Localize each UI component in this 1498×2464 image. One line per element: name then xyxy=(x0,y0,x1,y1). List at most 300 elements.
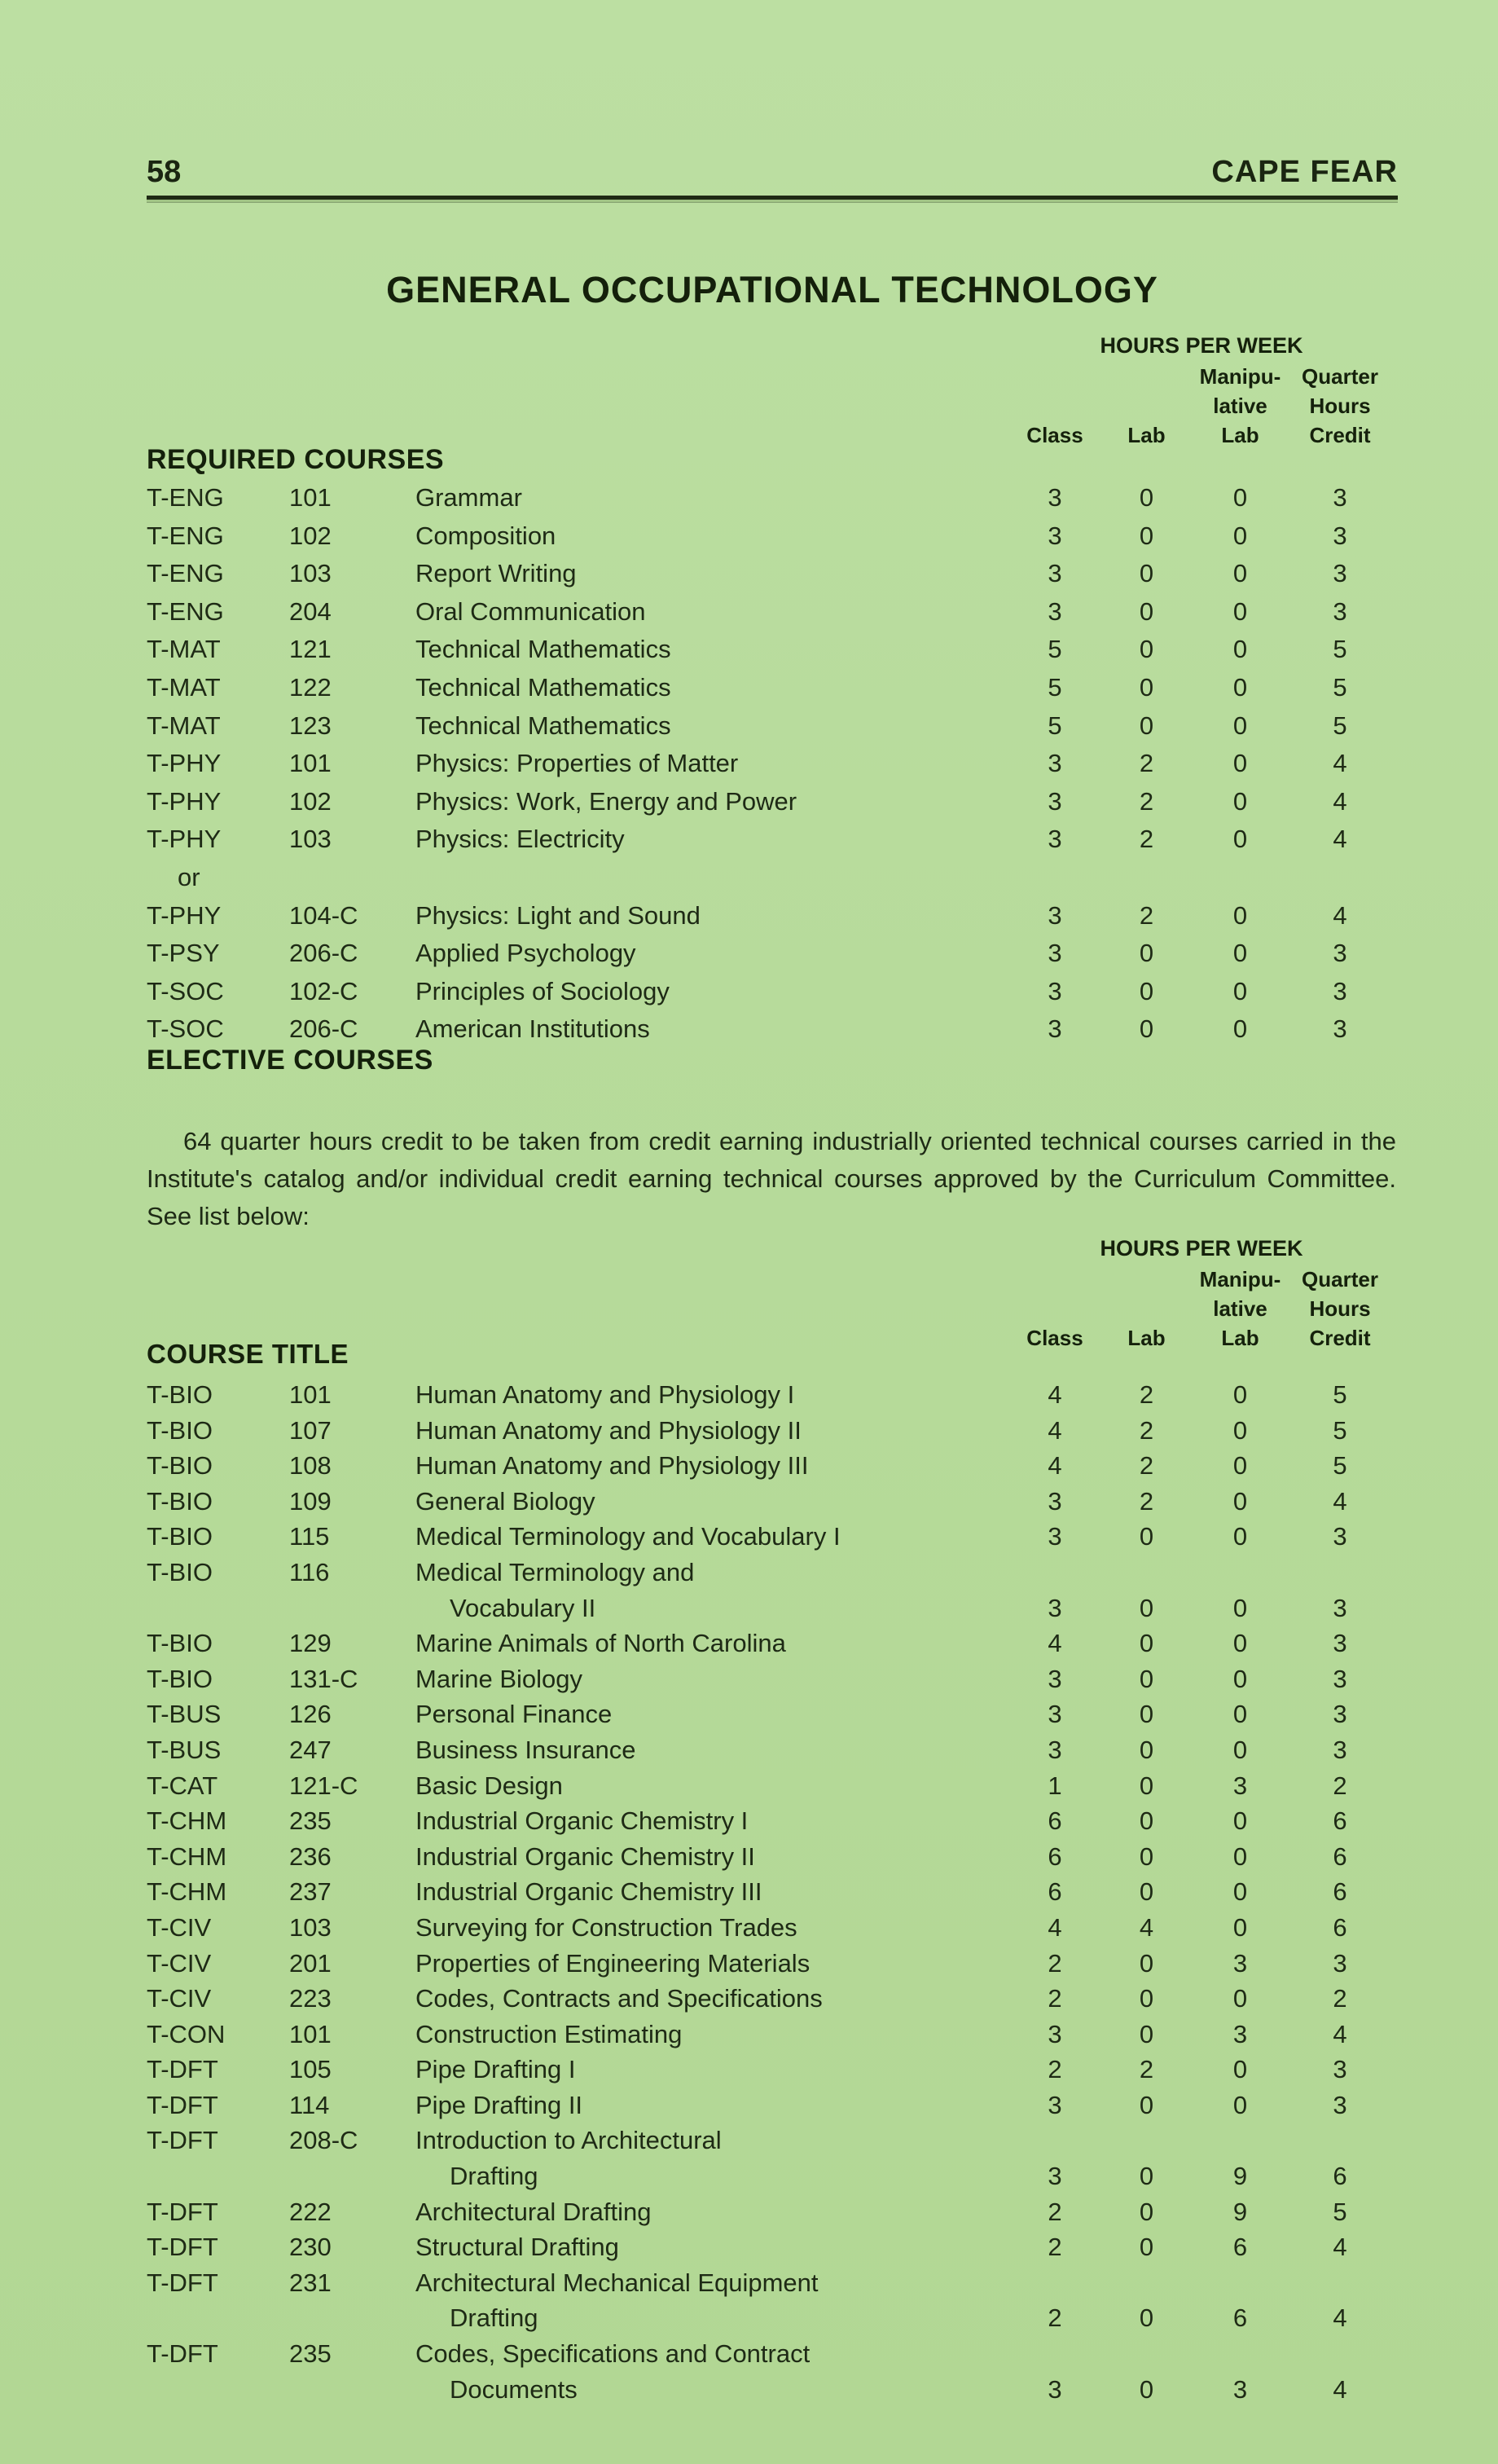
course-code: T-DFT xyxy=(147,2090,218,2119)
course-number: 109 xyxy=(289,1486,332,1516)
credit-hours: 5 xyxy=(1333,1380,1347,1409)
credit-hours xyxy=(1287,1555,1393,1591)
manipulative-lab-hours: 0 xyxy=(1232,1912,1248,1942)
manipulative-lab-hours: 0 xyxy=(1232,2090,1248,2119)
table-row xyxy=(147,1981,1396,2017)
class-hours: 6 xyxy=(1048,1877,1062,1907)
lab-column-label: Lab xyxy=(1127,423,1166,447)
hours-per-week-label: HOURS PER WEEK xyxy=(1100,1236,1303,1261)
course-title: Architectural Drafting xyxy=(415,2197,652,2226)
lab-hours: 0 xyxy=(1139,1522,1154,1551)
table-row xyxy=(147,821,1396,859)
course-number: 230 xyxy=(289,2233,332,2262)
lab-hours: 0 xyxy=(1139,1984,1154,2013)
table-row xyxy=(147,935,1396,973)
class-column-label: Class xyxy=(1026,1326,1083,1350)
course-number: 101 xyxy=(289,2019,332,2048)
manipulative-lab-hours: 0 xyxy=(1232,1593,1248,1622)
course-code: T-BUS xyxy=(147,1735,222,1764)
course-title: Grammar xyxy=(415,483,522,512)
table-row xyxy=(147,745,1396,783)
course-code: T-PHY xyxy=(147,900,222,930)
credit-hours: 3 xyxy=(1333,596,1347,626)
class-hours: 5 xyxy=(1048,672,1062,702)
course-number: 115 xyxy=(289,1522,330,1551)
credit-column-label: Credit xyxy=(1309,423,1371,447)
course-title: Industrial Organic Chemistry II xyxy=(415,1841,755,1871)
lab-hours: 0 xyxy=(1139,1593,1154,1622)
table-row xyxy=(147,2088,1396,2123)
quarter-label-line1: Quarter xyxy=(1302,1267,1378,1291)
credit-hours: 6 xyxy=(1333,1806,1347,1836)
hours-per-week-header-required xyxy=(1010,329,1393,450)
credit-hours: 4 xyxy=(1333,900,1347,930)
course-title: Vocabulary II xyxy=(450,1593,596,1622)
table-row xyxy=(147,707,1396,746)
manipulative-lab-hours: 0 xyxy=(1232,635,1248,664)
manipulative-label-line2: lative xyxy=(1213,1296,1267,1321)
table-row xyxy=(147,1768,1396,1804)
quarter-label-line2: Hours xyxy=(1309,1296,1371,1321)
manipulative-lab-hours: 0 xyxy=(1232,1451,1248,1481)
lab-hours xyxy=(1100,2265,1193,2301)
manipulative-lab-hours: 0 xyxy=(1232,1629,1248,1658)
lab-hours: 0 xyxy=(1139,1806,1154,1836)
class-hours: 1 xyxy=(1048,1771,1062,1800)
manipulative-lab-hours: 0 xyxy=(1232,2055,1248,2084)
lab-hours: 0 xyxy=(1139,2197,1154,2226)
course-number: 126 xyxy=(289,1700,332,1729)
class-hours: 3 xyxy=(1048,1593,1062,1622)
course-code xyxy=(147,2158,289,2194)
credit-hours: 3 xyxy=(1333,2055,1347,2084)
credit-hours: 3 xyxy=(1333,1664,1347,1693)
course-number: 116 xyxy=(289,1557,330,1586)
course-title: Properties of Engineering Materials xyxy=(415,1948,811,1978)
class-hours: 3 xyxy=(1048,976,1062,1005)
table-row xyxy=(147,479,1396,517)
credit-hours: 2 xyxy=(1333,1984,1347,2013)
course-code: T-CHM xyxy=(147,1841,227,1871)
elective-courses-paragraph: 64 quarter hours credit to be taken from credit earning industrially oriented technical courses carried in the Institute's catalog and/or individual credit earning technical courses approved by the Curriculum Committee. See list below: xyxy=(147,1127,1396,1230)
class-hours: 3 xyxy=(1048,1522,1062,1551)
course-code: T-CIV xyxy=(147,1912,212,1942)
course-code: T-ENG xyxy=(147,596,224,626)
course-number: 121 xyxy=(289,635,332,664)
credit-hours: 3 xyxy=(1333,1593,1347,1622)
table-row xyxy=(147,2017,1396,2053)
table-row xyxy=(147,1448,1396,1484)
course-number: 103 xyxy=(289,1912,332,1942)
class-hours: 5 xyxy=(1048,711,1062,740)
course-title: Physics: Electricity xyxy=(415,825,625,854)
class-hours: 3 xyxy=(1048,521,1062,550)
credit-hours: 3 xyxy=(1333,483,1347,512)
course-title: American Institutions xyxy=(415,1014,650,1044)
manipulative-lab-hours: 3 xyxy=(1232,2019,1248,2048)
manipulative-lab-hours: 0 xyxy=(1232,1664,1248,1693)
course-code xyxy=(147,1591,289,1626)
table-row xyxy=(147,1413,1396,1449)
course-code: T-CIV xyxy=(147,1984,212,2013)
course-code: T-SOC xyxy=(147,1014,224,1044)
credit-hours: 5 xyxy=(1333,635,1347,664)
manipulative-lab-hours: 9 xyxy=(1232,2162,1248,2191)
course-number: 231 xyxy=(289,2268,332,2297)
table-row xyxy=(147,2158,1396,2194)
course-title: Human Anatomy and Physiology III xyxy=(415,1451,809,1481)
manipulative-lab-hours: 3 xyxy=(1232,1771,1248,1800)
lab-hours: 0 xyxy=(1139,2019,1154,2048)
table-row xyxy=(147,631,1396,669)
class-hours xyxy=(1010,2265,1100,2301)
class-hours: 3 xyxy=(1048,1700,1062,1729)
lab-hours: 0 xyxy=(1139,596,1154,626)
course-code: or xyxy=(178,862,200,891)
course-code: T-CON xyxy=(147,2019,226,2048)
course-title xyxy=(415,859,1010,897)
lab-hours xyxy=(1100,1555,1193,1591)
course-number: 222 xyxy=(289,2197,332,2226)
course-title-heading: COURSE TITLE xyxy=(147,1339,349,1369)
course-title: Business Insurance xyxy=(415,1735,636,1764)
course-title: Architectural Mechanical Equipment xyxy=(415,2268,819,2297)
course-code: T-DFT xyxy=(147,2339,218,2369)
manipulative-lab-hours: 0 xyxy=(1232,483,1248,512)
table-row xyxy=(147,1626,1396,1661)
course-title: Structural Drafting xyxy=(415,2233,619,2262)
course-title: General Biology xyxy=(415,1486,595,1516)
manipulative-lab-hours xyxy=(1193,2265,1287,2301)
credit-hours: 6 xyxy=(1333,1841,1347,1871)
class-hours xyxy=(1010,2336,1100,2372)
course-code: T-PHY xyxy=(147,825,222,854)
table-row xyxy=(147,1377,1396,1413)
class-hours: 3 xyxy=(1048,900,1062,930)
credit-column-label: Credit xyxy=(1309,1326,1371,1350)
class-hours: 2 xyxy=(1048,2303,1062,2333)
course-code xyxy=(147,2300,289,2336)
class-hours: 3 xyxy=(1048,2019,1062,2048)
running-head: CAPE FEAR xyxy=(1211,155,1398,189)
hours-per-week-header-elective xyxy=(1010,1232,1393,1353)
lab-hours: 0 xyxy=(1139,1629,1154,1658)
course-code: T-ENG xyxy=(147,559,224,588)
quarter-label-line1: Quarter xyxy=(1302,364,1378,389)
lab-hours: 2 xyxy=(1139,1451,1154,1481)
class-hours: 3 xyxy=(1048,1735,1062,1764)
course-code: T-BIO xyxy=(147,1557,213,1586)
lab-hours: 2 xyxy=(1139,749,1154,778)
course-number: 204 xyxy=(289,596,332,626)
lab-hours: 0 xyxy=(1139,559,1154,588)
course-title: Drafting xyxy=(450,2303,538,2333)
course-title: Documents xyxy=(450,2374,578,2404)
credit-hours: 6 xyxy=(1333,2162,1347,2191)
credit-hours: 3 xyxy=(1333,1700,1347,1729)
course-code: T-MAT xyxy=(147,711,221,740)
table-row xyxy=(147,1661,1396,1697)
course-number: 114 xyxy=(289,2090,330,2119)
credit-hours: 4 xyxy=(1333,2233,1347,2262)
lab-hours xyxy=(1100,859,1193,897)
credit-hours: 4 xyxy=(1333,749,1347,778)
course-number: 208-C xyxy=(289,2126,358,2155)
course-number: 123 xyxy=(289,711,332,740)
course-number: 108 xyxy=(289,1451,332,1481)
course-code: T-SOC xyxy=(147,976,224,1005)
course-number: 129 xyxy=(289,1629,332,1658)
course-title: Composition xyxy=(415,521,556,550)
course-code: T-PHY xyxy=(147,786,222,816)
class-column-label: Class xyxy=(1026,423,1083,447)
course-title: Codes, Contracts and Specifications xyxy=(415,1984,823,2013)
credit-hours: 3 xyxy=(1333,1014,1347,1044)
course-number: 236 xyxy=(289,1841,332,1871)
manipulative-lab-hours: 0 xyxy=(1232,1984,1248,2013)
table-row xyxy=(147,2123,1396,2158)
course-number: 103 xyxy=(289,559,332,588)
table-row xyxy=(147,2229,1396,2265)
credit-hours: 3 xyxy=(1333,1629,1347,1658)
manipulative-lab-hours: 0 xyxy=(1232,1700,1248,1729)
class-hours: 3 xyxy=(1048,1486,1062,1516)
course-number xyxy=(289,2372,415,2408)
lab-hours: 0 xyxy=(1139,2233,1154,2262)
table-row xyxy=(147,1839,1396,1875)
class-hours xyxy=(1010,859,1100,897)
course-title: Medical Terminology and xyxy=(415,1557,695,1586)
lab-hours: 2 xyxy=(1139,786,1154,816)
credit-hours: 3 xyxy=(1333,559,1347,588)
lab-hours: 0 xyxy=(1139,976,1154,1005)
lab-hours: 0 xyxy=(1139,1735,1154,1764)
class-hours: 3 xyxy=(1048,559,1062,588)
course-number: 121-C xyxy=(289,1771,358,1800)
class-hours: 6 xyxy=(1048,1806,1062,1836)
lab-hours: 0 xyxy=(1139,2162,1154,2191)
credit-hours: 5 xyxy=(1333,1451,1347,1481)
manipulative-lab-hours: 0 xyxy=(1232,1486,1248,1516)
course-code: T-BIO xyxy=(147,1451,213,1481)
credit-hours: 3 xyxy=(1333,976,1347,1005)
course-code: T-ENG xyxy=(147,483,224,512)
class-hours: 3 xyxy=(1048,786,1062,816)
credit-hours: 3 xyxy=(1333,1522,1347,1551)
table-row xyxy=(147,1910,1396,1946)
course-code: T-CHM xyxy=(147,1806,227,1836)
course-number: 237 xyxy=(289,1877,332,1907)
course-code: T-BIO xyxy=(147,1380,213,1409)
course-code: T-CAT xyxy=(147,1771,218,1800)
course-code: T-BIO xyxy=(147,1664,213,1693)
table-row xyxy=(147,973,1396,1011)
class-hours: 3 xyxy=(1048,2162,1062,2191)
credit-hours: 4 xyxy=(1333,2374,1347,2404)
lab-hours: 2 xyxy=(1139,1415,1154,1445)
lab-hours: 0 xyxy=(1139,1948,1154,1978)
lab-hours: 0 xyxy=(1139,1877,1154,1907)
course-title: Construction Estimating xyxy=(415,2019,683,2048)
course-code: T-BIO xyxy=(147,1629,213,1658)
table-row xyxy=(147,1803,1396,1839)
course-code: T-MAT xyxy=(147,672,221,702)
manipulative-lab-hours: 0 xyxy=(1232,939,1248,968)
table-row xyxy=(147,2265,1396,2301)
table-row xyxy=(147,2052,1396,2088)
hours-per-week-label: HOURS PER WEEK xyxy=(1100,333,1303,358)
page-number: 58 xyxy=(147,155,182,189)
course-number: 101 xyxy=(289,749,332,778)
course-number: 235 xyxy=(289,2339,332,2369)
table-row xyxy=(147,1555,1396,1591)
class-hours: 6 xyxy=(1048,1841,1062,1871)
table-row xyxy=(147,1519,1396,1555)
credit-hours: 4 xyxy=(1333,1486,1347,1516)
class-hours: 3 xyxy=(1048,1014,1062,1044)
credit-hours: 4 xyxy=(1333,786,1347,816)
manipulative-label-line1: Manipu- xyxy=(1199,1267,1281,1291)
class-hours: 4 xyxy=(1048,1629,1062,1658)
manipulative-lab-hours: 0 xyxy=(1232,521,1248,550)
credit-hours: 3 xyxy=(1333,1948,1347,1978)
course-code: T-PHY xyxy=(147,749,222,778)
class-hours xyxy=(1010,1555,1100,1591)
credit-hours: 3 xyxy=(1333,939,1347,968)
class-hours: 3 xyxy=(1048,2090,1062,2119)
lab-hours: 0 xyxy=(1139,2090,1154,2119)
table-row xyxy=(147,1484,1396,1520)
table-row xyxy=(147,1696,1396,1732)
lab-hours: 2 xyxy=(1139,2055,1154,2084)
class-hours: 3 xyxy=(1048,2374,1062,2404)
course-number: 206-C xyxy=(289,1014,358,1044)
table-row xyxy=(147,1874,1396,1910)
lab-hours: 4 xyxy=(1139,1912,1154,1942)
course-title: Physics: Light and Sound xyxy=(415,900,701,930)
lab-hours: 0 xyxy=(1139,2303,1154,2333)
manipulative-lab-hours xyxy=(1193,2123,1287,2158)
lab-hours: 0 xyxy=(1139,2374,1154,2404)
course-title: Personal Finance xyxy=(415,1700,613,1729)
manipulative-lab-hours: 0 xyxy=(1232,1380,1248,1409)
course-number: 102 xyxy=(289,786,332,816)
course-code: T-CIV xyxy=(147,1948,212,1978)
class-hours: 3 xyxy=(1048,749,1062,778)
manipulative-lab-hours: 0 xyxy=(1232,559,1248,588)
course-title: Drafting xyxy=(450,2162,538,2191)
table-row xyxy=(147,1732,1396,1768)
course-number: 206-C xyxy=(289,939,358,968)
course-code xyxy=(147,2372,289,2408)
course-code: T-DFT xyxy=(147,2055,218,2084)
manipulative-lab-hours: 9 xyxy=(1232,2197,1248,2226)
course-code: T-DFT xyxy=(147,2233,218,2262)
class-hours: 3 xyxy=(1048,939,1062,968)
course-title: Human Anatomy and Physiology I xyxy=(415,1380,795,1409)
course-number: 103 xyxy=(289,825,332,854)
class-hours: 2 xyxy=(1048,1984,1062,2013)
credit-hours: 5 xyxy=(1333,1415,1347,1445)
lab-hours: 0 xyxy=(1139,521,1154,550)
class-hours: 5 xyxy=(1048,635,1062,664)
class-hours: 4 xyxy=(1048,1912,1062,1942)
course-code: T-BIO xyxy=(147,1415,213,1445)
course-code: T-BIO xyxy=(147,1522,213,1551)
lab-hours: 0 xyxy=(1139,483,1154,512)
manipulative-lab-column-label: Lab xyxy=(1221,1326,1259,1350)
lab-hours: 2 xyxy=(1139,1380,1154,1409)
manipulative-label-line1: Manipu- xyxy=(1199,364,1281,389)
course-title: Human Anatomy and Physiology II xyxy=(415,1415,802,1445)
manipulative-lab-hours: 6 xyxy=(1232,2303,1248,2333)
course-number xyxy=(289,2158,415,2194)
course-title: Technical Mathematics xyxy=(415,672,671,702)
lab-hours: 0 xyxy=(1139,1841,1154,1871)
manipulative-lab-hours xyxy=(1193,2336,1287,2372)
course-code: T-DFT xyxy=(147,2197,218,2226)
course-title: Industrial Organic Chemistry III xyxy=(415,1877,762,1907)
class-hours: 4 xyxy=(1048,1380,1062,1409)
manipulative-lab-hours: 0 xyxy=(1232,1806,1248,1836)
course-title: Marine Animals of North Carolina xyxy=(415,1629,786,1658)
table-row xyxy=(147,2336,1396,2372)
manipulative-lab-hours: 0 xyxy=(1232,1841,1248,1871)
course-number xyxy=(289,859,415,897)
page-header xyxy=(147,155,1398,194)
credit-hours: 4 xyxy=(1333,2303,1347,2333)
class-hours: 3 xyxy=(1048,483,1062,512)
credit-hours: 4 xyxy=(1333,825,1347,854)
table-row xyxy=(147,1946,1396,1982)
manipulative-lab-hours: 0 xyxy=(1232,1522,1248,1551)
course-code: T-PSY xyxy=(147,939,220,968)
table-row xyxy=(147,897,1396,935)
course-code: T-BUS xyxy=(147,1700,222,1729)
manipulative-lab-hours: 6 xyxy=(1232,2233,1248,2262)
lab-hours: 0 xyxy=(1139,1664,1154,1693)
course-title: Industrial Organic Chemistry I xyxy=(415,1806,749,1836)
course-code: T-ENG xyxy=(147,521,224,550)
course-title: Marine Biology xyxy=(415,1664,583,1693)
manipulative-lab-column-label: Lab xyxy=(1221,423,1259,447)
lab-hours: 0 xyxy=(1139,939,1154,968)
elective-courses-table xyxy=(147,1377,1396,2407)
lab-hours: 2 xyxy=(1139,1486,1154,1516)
elective-courses-heading: ELECTIVE COURSES xyxy=(147,1045,433,1076)
table-row xyxy=(147,555,1396,593)
manipulative-lab-hours xyxy=(1193,1555,1287,1591)
course-title: Technical Mathematics xyxy=(415,635,671,664)
header-rule xyxy=(147,196,1398,200)
lab-hours: 0 xyxy=(1139,711,1154,740)
manipulative-lab-hours: 0 xyxy=(1232,1415,1248,1445)
credit-hours: 5 xyxy=(1333,2197,1347,2226)
class-hours xyxy=(1010,2123,1100,2158)
manipulative-lab-hours: 0 xyxy=(1232,672,1248,702)
credit-hours: 3 xyxy=(1333,1735,1347,1764)
required-courses-table xyxy=(147,479,1396,1049)
lab-column-label: Lab xyxy=(1127,1326,1166,1350)
credit-hours xyxy=(1287,2123,1393,2158)
course-number: 105 xyxy=(289,2055,332,2084)
manipulative-lab-hours: 3 xyxy=(1232,2374,1248,2404)
course-number: 131-C xyxy=(289,1664,358,1693)
table-row xyxy=(147,2372,1396,2408)
credit-hours: 5 xyxy=(1333,711,1347,740)
lab-hours: 0 xyxy=(1139,1014,1154,1044)
credit-hours xyxy=(1287,2265,1393,2301)
